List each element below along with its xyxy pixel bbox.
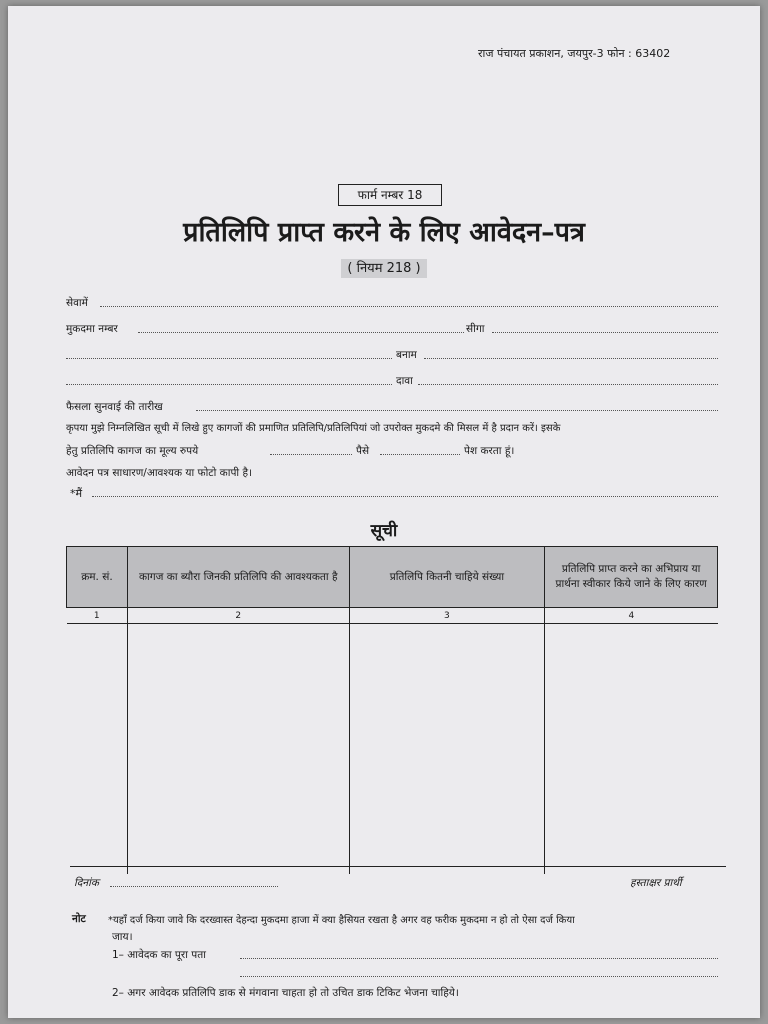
signature-label: हस्ताक्षर प्रार्थी <box>630 877 682 889</box>
note-label: नोट <box>72 913 86 925</box>
banam-label: बनाम <box>396 349 417 361</box>
address-field-2[interactable] <box>240 976 718 977</box>
column-header-reason: प्रतिलिपि प्राप्त करने का अभिप्राय या प्रार्थना स्वीकार किये जाने के लिए कारण <box>545 547 718 608</box>
copy-request-table <box>66 546 718 874</box>
rule-label <box>0 258 768 276</box>
request-text-line2a: हेतु प्रतिलिपि कागज का मूल्य रुपये <box>66 445 199 457</box>
paise-field[interactable] <box>380 454 460 455</box>
dava-label: दावा <box>396 375 413 387</box>
party-two-field[interactable] <box>424 358 718 359</box>
request-text-line1: कृपया मुझे निम्नलिखित सूची में लिखे हुए कागजों की प्रमाणित प्रतिलिपि/प्रतिलिपियां जो उपरोक्त मुकदमे की मिसल में है प्रदान करें। इसके <box>66 423 561 434</box>
document-details-cell[interactable] <box>127 624 349 875</box>
address-label: 1– आवेदक का पूरा पता <box>112 949 206 961</box>
party-one-field[interactable] <box>66 358 392 359</box>
column-number: 1 <box>67 608 128 624</box>
note-line <box>72 912 86 926</box>
dava-field-left[interactable] <box>66 384 392 385</box>
case-number-field[interactable] <box>138 332 464 333</box>
table-number-row <box>67 608 718 624</box>
table-body-row <box>67 624 718 875</box>
case-number-label: मुकदमा नम्बर <box>66 323 118 335</box>
hearing-date-field[interactable] <box>196 410 718 411</box>
column-header-document-details: कागज का ब्यौरा जिनकी प्रतिलिपि की आवश्यकता है <box>127 547 349 608</box>
hearing-date-label: फैसला सुनवाई की तारीख <box>66 401 163 413</box>
main-field[interactable] <box>92 496 718 497</box>
sevame-field[interactable] <box>100 306 718 307</box>
column-number: 2 <box>127 608 349 624</box>
seega-label: सीगा <box>466 323 485 335</box>
page-title: प्रतिलिपि प्राप्त करने के लिए आवेदन–पत्र <box>183 217 585 248</box>
postage-note: 2– अगर आवेदक प्रतिलिपि डाक से मंगवाना चाहता हो तो उचित डाक टिकिट भेजना चाहिये। <box>112 987 459 999</box>
column-header-copy-count: प्रतिलिपि कितनी चाहिये संख्या <box>349 547 545 608</box>
note-text: *यहाँ दर्ज किया जावे कि दरख्वास्त देहन्दा मुकदमा हाजा में क्या हैसियत रखता है अगर वह फरीक मुकदमा न हो तो ऐसा दर्ज किया <box>108 915 575 926</box>
dava-field-right[interactable] <box>418 384 718 385</box>
column-header-serial: क्रम. सं. <box>67 547 128 608</box>
seega-field[interactable] <box>492 332 718 333</box>
column-number: 3 <box>349 608 545 624</box>
column-number: 4 <box>545 608 718 624</box>
serial-cell[interactable] <box>67 624 128 875</box>
table-header-row <box>67 547 718 608</box>
list-heading: सूची <box>370 521 398 541</box>
table-bottom-rule <box>70 866 726 867</box>
sevame-label: सेवामें <box>66 297 88 309</box>
date-label: दिनांक <box>74 877 99 889</box>
request-text-line2c: पेश करता हूं। <box>464 445 515 457</box>
request-text-line2b: पैसे <box>356 445 370 457</box>
rule-text: ( नियम 218 ) <box>341 259 426 278</box>
publisher-line: राज पंचायत प्रकाशन, जयपुर-3 फोन : 63402 <box>478 47 671 60</box>
reason-cell[interactable] <box>545 624 718 875</box>
note-text-continued: जाय। <box>112 931 133 943</box>
date-field[interactable] <box>110 886 278 887</box>
rupees-field[interactable] <box>270 454 352 455</box>
form-number-box: फार्म नम्बर 18 <box>338 184 442 206</box>
main-label: *मैं <box>70 487 83 500</box>
address-field-1[interactable] <box>240 958 718 959</box>
application-type-text: आवेदन पत्र साधारण/आवश्यक या फोटो कापी है। <box>66 467 253 479</box>
copy-count-cell[interactable] <box>349 624 545 875</box>
